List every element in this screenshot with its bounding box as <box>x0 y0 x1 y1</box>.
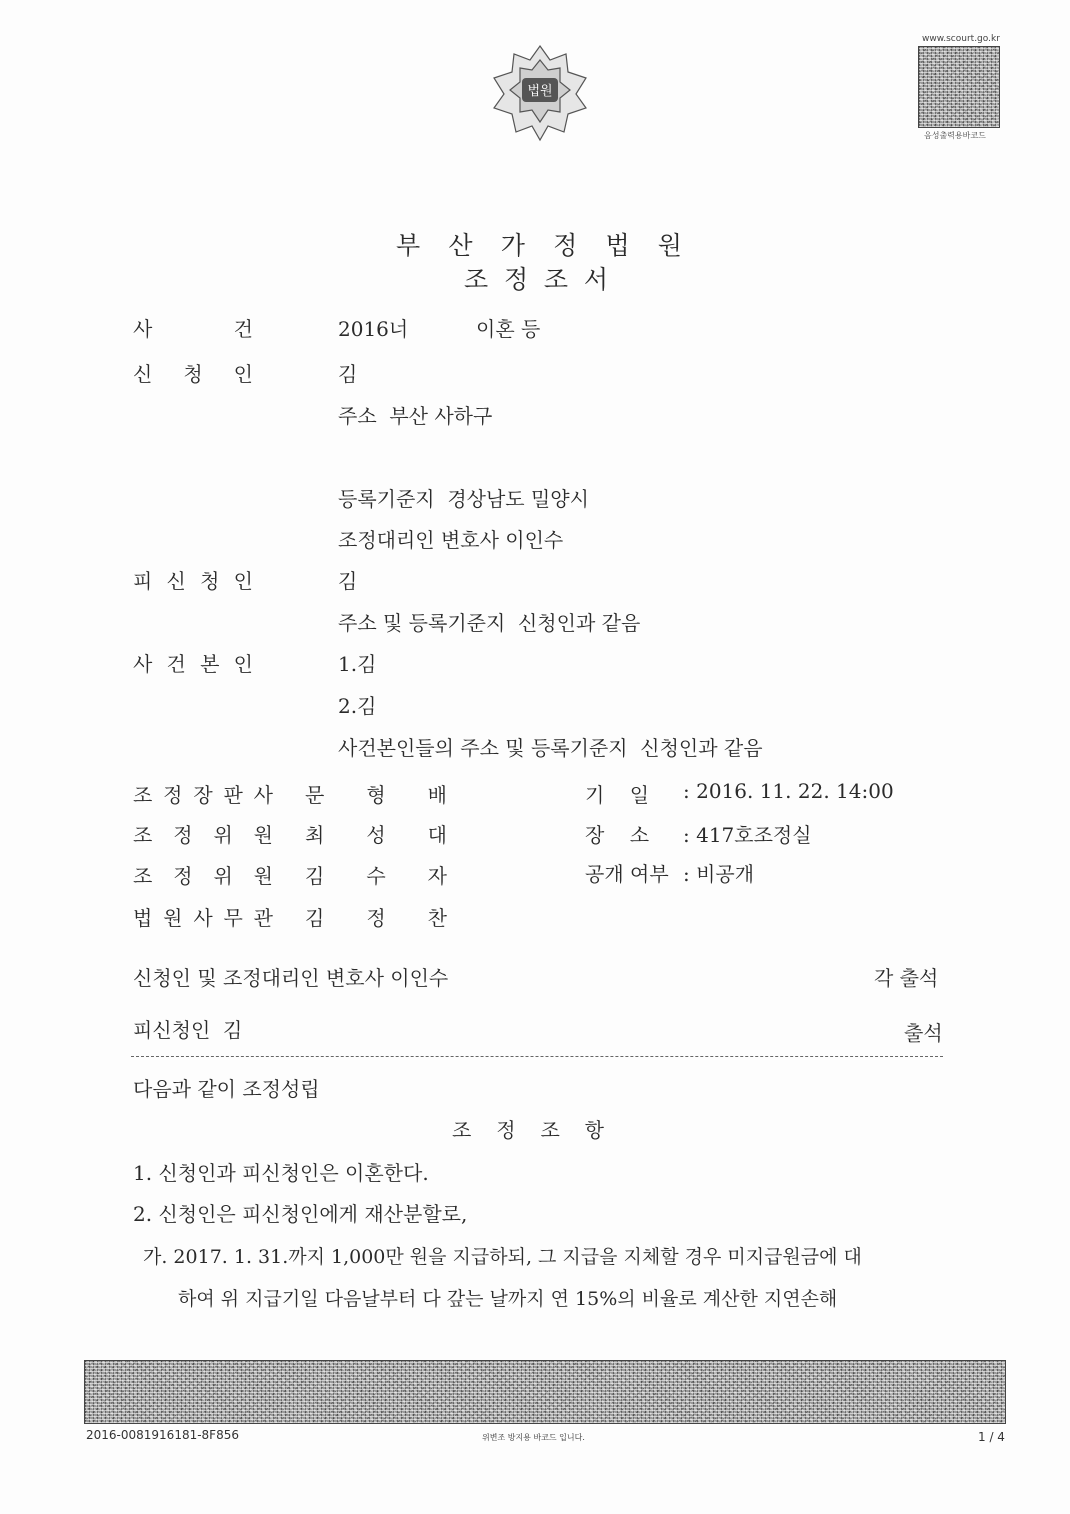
principal-1: 1.김 <box>338 652 377 676</box>
principal-2: 2.김 <box>338 694 377 718</box>
public-label: 공개 여부 <box>585 862 669 886</box>
principals-note: 사건본인들의 주소 및 등록기준지 신청인과 같음 <box>338 736 763 760</box>
clause-2: 2. 신청인은 피신청인에게 재산분할로, <box>133 1202 468 1226</box>
qr-caption: 음성출력용바코드 <box>924 131 986 140</box>
official-name-3: 김 수 자 <box>305 864 447 888</box>
clause-1: 1. 신청인과 피신청인은 이혼한다. <box>133 1161 429 1185</box>
date-value: : 2016. 11. 22. 14:00 <box>683 779 894 803</box>
document-title: 조 정 조 서 <box>464 265 608 294</box>
attendance-line-1: 신청인 및 조정대리인 변호사 이인수 <box>133 966 449 990</box>
official-name-4: 김 정 찬 <box>305 906 447 930</box>
official-role-4: 법 원 사 무 관 <box>133 906 273 930</box>
clause-2-ga-line-2: 하여 위 지급기일 다음날부터 다 갚는 날까지 연 15%의 비율로 계산한 지연손해 <box>178 1288 838 1310</box>
clause-2-ga-line-1: 가. 2017. 1. 31.까지 1,000만 원을 지급하되, 그 지급을 지체할 경우 미지급원금에 대 <box>143 1246 862 1268</box>
respondent-name: 김 <box>338 569 358 593</box>
emblem-text: 법원 <box>527 84 553 99</box>
barcode-notice: 위변조 방지용 바코드 입니다. <box>482 1433 585 1442</box>
court-name: 부 산 가 정 법 원 <box>396 231 682 260</box>
court-emblem <box>488 42 592 142</box>
official-role-3: 조 정 위 원 <box>133 864 273 888</box>
court-emblem-icon <box>488 42 592 142</box>
public-value: : 비공개 <box>683 862 755 886</box>
section-title: 조 정 조 항 <box>452 1118 604 1142</box>
applicant-agent: 조정대리인 변호사 이인수 <box>338 528 564 552</box>
applicant-address: 주소 부산 사하구 <box>338 404 493 428</box>
place-value: : 417호조정실 <box>683 823 812 847</box>
result-text: 다음과 같이 조정성립 <box>133 1077 320 1101</box>
anti-forgery-barcode <box>84 1360 1006 1424</box>
respondent-label: 피 신 청 인 <box>133 569 253 593</box>
attendance-status-2: 출석 <box>904 1021 943 1045</box>
attendance-line-2: 피신청인 김 <box>133 1018 243 1042</box>
attendance-status-1: 각 출석 <box>874 966 939 990</box>
applicant-registry: 등록기준지 경상남도 밀양시 <box>338 487 589 511</box>
official-role-1: 조 정 장 판 사 <box>133 783 273 807</box>
case-number: 2016너 <box>338 317 409 341</box>
divider <box>131 1056 943 1057</box>
qr-code <box>918 46 1000 128</box>
document-id: 2016-0081916181-8F856 <box>86 1428 239 1442</box>
principals-label: 사 건 본 인 <box>133 652 253 676</box>
official-role-2: 조 정 위 원 <box>133 823 273 847</box>
respondent-address: 주소 및 등록기준지 신청인과 같음 <box>338 611 641 635</box>
page-number: 1 / 4 <box>978 1430 1005 1444</box>
case-label: 사 건 <box>133 317 253 341</box>
official-name-2: 최 성 대 <box>305 823 447 847</box>
qr-url: www.scourt.go.kr <box>922 34 1000 44</box>
case-type: 이혼 등 <box>476 317 541 341</box>
date-label: 기 일 <box>585 783 650 807</box>
official-name-1: 문 형 배 <box>305 783 447 807</box>
applicant-label: 신 청 인 <box>133 362 253 386</box>
applicant-name: 김 <box>338 362 358 386</box>
place-label: 장 소 <box>585 823 650 847</box>
